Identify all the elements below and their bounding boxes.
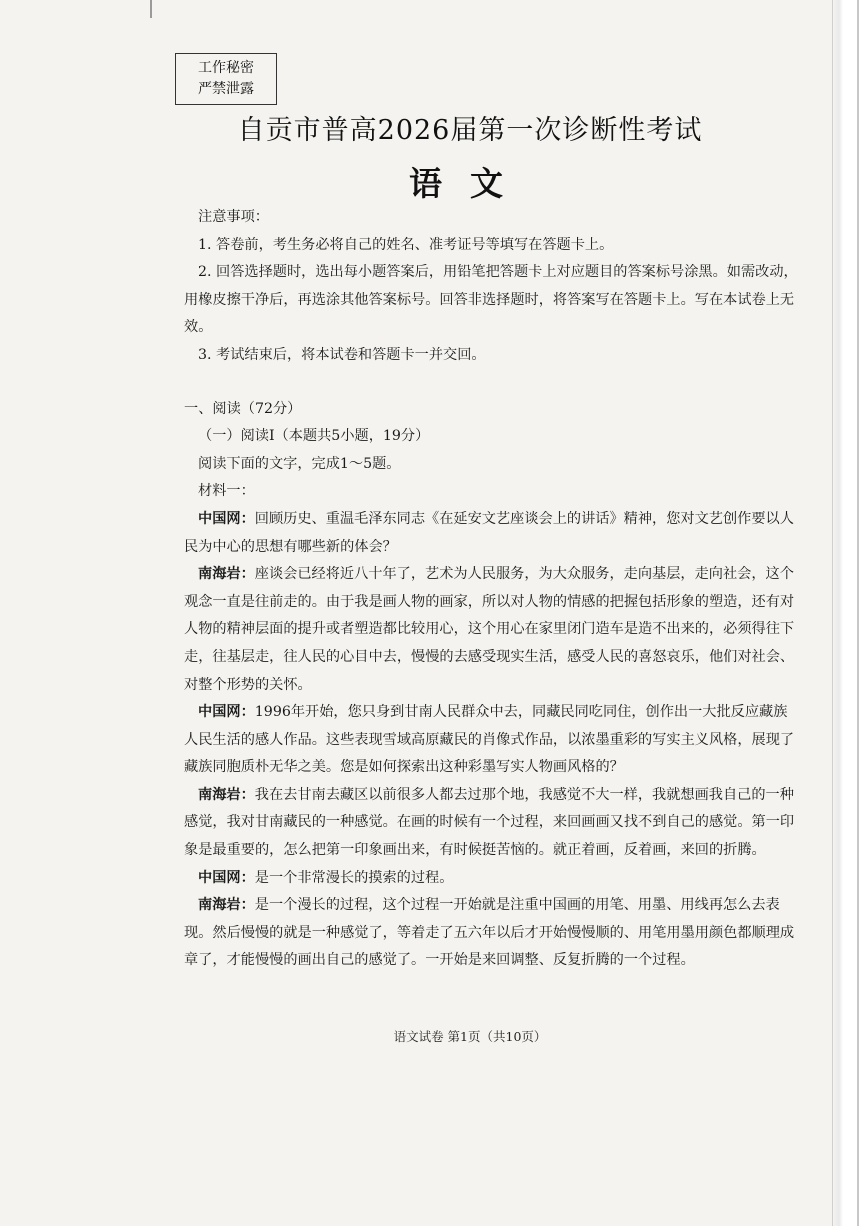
- dialogue-paragraph: [184, 699, 800, 782]
- speaker-label: 南海岩：: [198, 566, 255, 583]
- dialogue-text: 回顾历史、重温毛泽东同志《在延安文艺座谈会上的讲话》精神，您对文艺创作要以人民为中心的思想有哪些新的体会？: [184, 510, 794, 555]
- dialogue-paragraph: [184, 892, 800, 975]
- spacer: [184, 370, 800, 396]
- dialogue-text: 我在去甘南去藏区以前很多人都去过那个地，我感觉不大一样，我就想画我自己的一种感觉，我对甘南藏民的一种感觉。在画的时候有一个过程，来回画画又找不到自己的感觉。第一印象是最重要的，怎么把第一印象画出来，有时候挺苦恼的。就正着画，反着画，来回的折腾。: [184, 786, 795, 859]
- speaker-label: 南海岩：: [198, 786, 255, 803]
- material-label: 材料一：: [198, 483, 255, 500]
- speaker-label: 中国网：: [198, 869, 255, 886]
- notice-item-2: 2. 回答选择题时，选出每小题答案后，用铅笔把答题卡上对应题目的答案标号涂黑。如需改动，用橡皮擦干净后，再选涂其他答案标号。回答非选择题时，将答案写在答题卡上。写在本试卷上无效。: [184, 264, 798, 336]
- confidential-stamp: [175, 53, 277, 105]
- notice-item-1: 1. 答卷前，考生务必将自己的姓名、准考证号等填写在答题卡上。: [198, 236, 614, 253]
- page-footer: 语文试卷 第1页（共10页）: [393, 1029, 547, 1044]
- dialogue-text: 1996年开始，您只身到甘南人民群众中去，同藏民同吃同住，创作出一大批反应藏族人民生活的感人作品。这些表现雪域高原藏民的肖像式作品，以浓墨重彩的写实主义风格，展现了藏族同胞质朴无华之美。您是如何探索出这种彩墨写实人物画风格的？: [184, 704, 795, 776]
- dialogue-text: 是一个非常漫长的摸索的过程。: [254, 869, 454, 886]
- dialogue-paragraph: [184, 561, 800, 699]
- section-sub-heading: （一）阅读Ⅰ（本题共5小题，19分）: [198, 428, 430, 445]
- dialogue-paragraph: [184, 865, 800, 893]
- exam-title: 自贡市普高2026届第一次诊断性考试: [237, 115, 703, 146]
- notice-heading: 注意事项：: [198, 209, 269, 225]
- subject-title: 语文: [409, 164, 531, 203]
- dialogue-paragraph: [184, 506, 800, 561]
- notice-item-3: 3. 考试结束后，将本试卷和答题卡一并交回。: [198, 346, 486, 363]
- dialogue-paragraph: [184, 782, 800, 865]
- dialogue-text: 是一个漫长的过程，这个过程一开始就是注重中国画的用笔、用墨、用线再怎么去表现。然后慢慢的就是一种感觉了，等着走了五六年以后才开始慢慢顺的、用笔用墨用颜色都顺理成章了，才能慢慢的画出自己的感觉了。一开始是来回调整、反复折腾的一个过程。: [184, 897, 795, 969]
- stamp-line-1: 工作秘密: [198, 60, 254, 76]
- section-instruction: 阅读下面的文字，完成1～5题。: [198, 455, 401, 472]
- section-heading: 一、阅读（72分）: [184, 400, 302, 417]
- speaker-label: 中国网：: [198, 510, 255, 527]
- exam-body: [184, 204, 800, 975]
- stamp-line-2: 严禁泄露: [198, 81, 254, 97]
- scan-mark: [150, 0, 152, 18]
- dialogue-text: 座谈会已经将近八十年了，艺术为人民服务，为大众服务，走向基层，走向社会，这个观念一直是往前走的。由于我是画人物的画家，所以对人物的情感的把握包括形象的塑造，还有对人物的精神层面的提升或者塑造都比较用心，这个用心在家里闭门造车是造不出来的，必须得往下走，往基层走，往人民的心目中去，慢慢的去感受现实生活，感受人民的喜怒哀乐，他们对社会、对整个形势的关怀。: [184, 566, 795, 693]
- speaker-label: 中国网：: [198, 704, 255, 721]
- speaker-label: 南海岩：: [198, 897, 255, 914]
